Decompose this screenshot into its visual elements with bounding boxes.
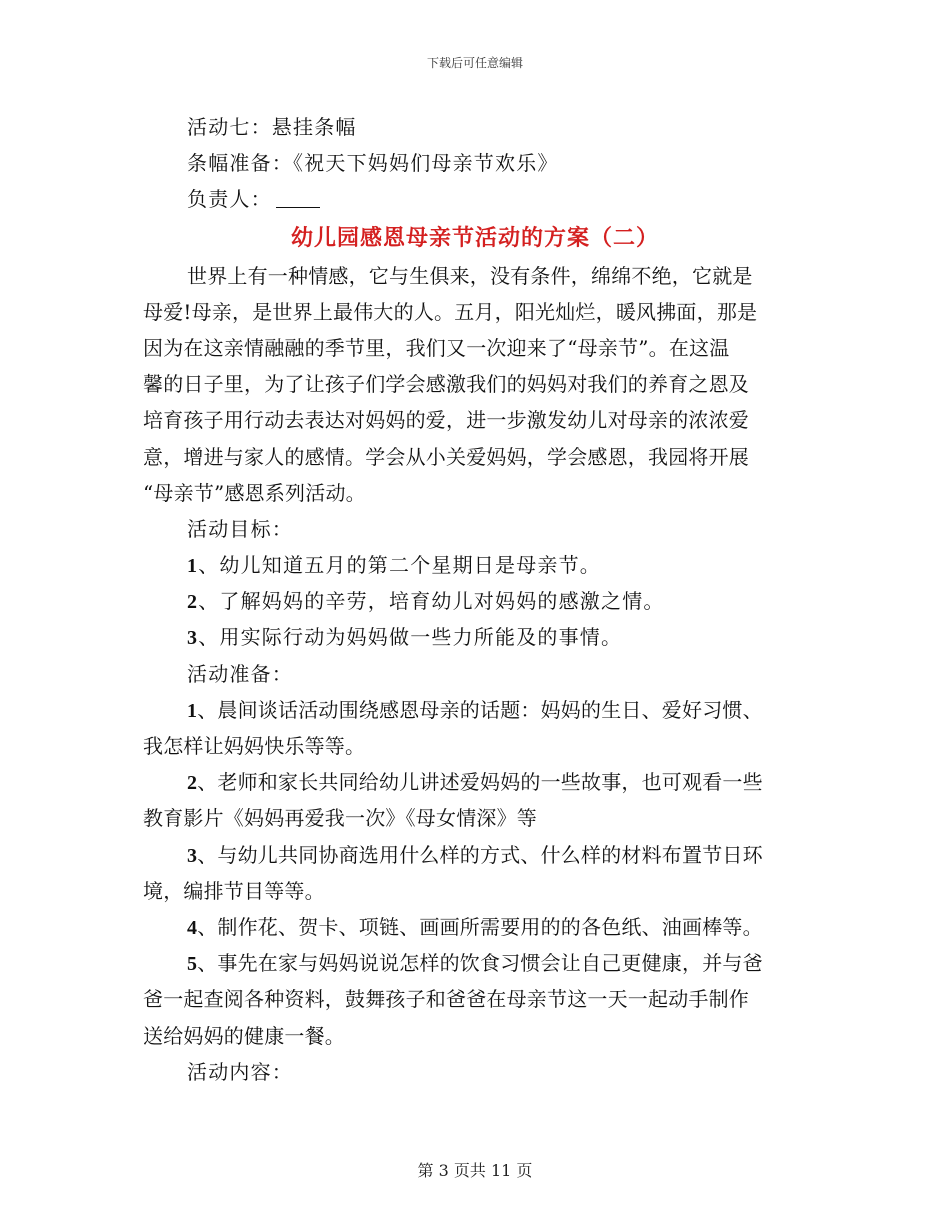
prep-item-line (143, 945, 807, 981)
content-heading: 活动内容： (187, 1059, 293, 1084)
prep-item-line: 境，编排节目等等。 (143, 878, 325, 903)
prep-text: 、制作花、贺卡、项链、画画所需要用的的各色纸、油画棒等。 (197, 914, 763, 939)
intro-line: “母亲节”感恩系列活动。 (143, 480, 366, 505)
goal-text: 、了解妈妈的辛劳，培育幼儿对妈妈的感激之情。 (198, 589, 665, 614)
activity7-title: 活动七：悬挂条幅 (187, 115, 357, 139)
prep-heading: 活动准备： (187, 661, 293, 686)
intro-paragraph (143, 258, 807, 511)
intro-line: 因为在这亲情融融的季节里，我们又一次迎来了“母亲节”。在这温 (143, 335, 730, 360)
goal-number: 3 (187, 627, 199, 650)
goals-heading: 活动目标： (187, 516, 293, 541)
prep-item-line (143, 837, 807, 873)
prep-number: 2 (187, 772, 198, 795)
responsible-blank (276, 187, 320, 208)
goal-item (143, 547, 807, 583)
responsible-label: 负责人： (187, 187, 272, 212)
prep-text: 、老师和家长共同给幼儿讲述爱妈妈的一些故事，也可观看一些 (197, 770, 763, 795)
prep-text: 、事先在家与妈妈说说怎样的饮食习惯会让自己更健康，并与爸 (197, 951, 763, 976)
prep-number: 4 (187, 916, 198, 939)
prep-number: 1 (187, 699, 198, 722)
page-header: 下载后可任意编辑 (426, 56, 523, 70)
intro-line: 意，增进与家人的感情。学会从小关爱妈妈，学会感恩，我园将开展 (143, 444, 749, 469)
prep-item-line: 爸一起查阅各种资料，鼓舞孩子和爸爸在母亲节这一天一起动手制作 (143, 987, 749, 1012)
prep-item-line (143, 764, 807, 800)
prep-number: 5 (187, 953, 198, 976)
prep-item-1 (143, 692, 807, 764)
responsible-person (143, 181, 807, 217)
intro-line: 世界上有一种情感，它与生俱来，没有条件，绵绵不绝，它就是 (187, 263, 753, 288)
document-title: 幼儿园感恩母亲节活动的方案（二） (290, 224, 659, 251)
intro-line: 馨的日子里，为了让孩子们学会感激我们的妈妈对我们的养育之恩及 (143, 372, 749, 397)
prep-item-line: 我怎样让妈妈快乐等等。 (143, 734, 366, 758)
prep-item-line (143, 909, 807, 945)
goal-item (143, 619, 807, 655)
prep-item-5 (143, 945, 807, 1054)
prep-item-4 (143, 909, 807, 945)
prep-item-line: 送给妈妈的健康一餐。 (143, 1023, 345, 1048)
goal-number: 1 (187, 555, 199, 578)
goal-number: 2 (187, 591, 199, 614)
goal-text: 、用实际行动为妈妈做一些力所能及的事情。 (198, 625, 623, 650)
prep-text: 、与幼儿共同协商选用什么样的方式、什么样的材料布置节日环 (197, 842, 763, 867)
intro-line: 培育孩子用行动去表达对妈妈的爱，进一步激发幼儿对母亲的浓浓爱 (143, 408, 749, 433)
prep-text: 、晨间谈话活动围绕感恩母亲的话题：妈妈的生日、爱好习惯、 (197, 697, 763, 722)
prep-item-line (143, 692, 807, 728)
goal-text: 、幼儿知道五月的第二个星期日是母亲节。 (198, 553, 602, 578)
document-body (143, 109, 807, 1090)
prep-item-3 (143, 837, 807, 909)
prep-item-2 (143, 764, 807, 836)
page-footer: 第 3 页共 11 页 (417, 1161, 533, 1180)
intro-line: 母爱!母亲，是世界上最伟大的人。五月，阳光灿烂，暖风拂面，那是 (143, 299, 758, 324)
banner-preparation: 条幅准备：《祝天下妈妈们母亲节欢乐》 (187, 151, 559, 176)
prep-number: 3 (187, 844, 198, 867)
goal-item (143, 583, 807, 619)
prep-item-line: 教育影片《妈妈再爱我一次》《母女情深》等 (143, 806, 537, 831)
